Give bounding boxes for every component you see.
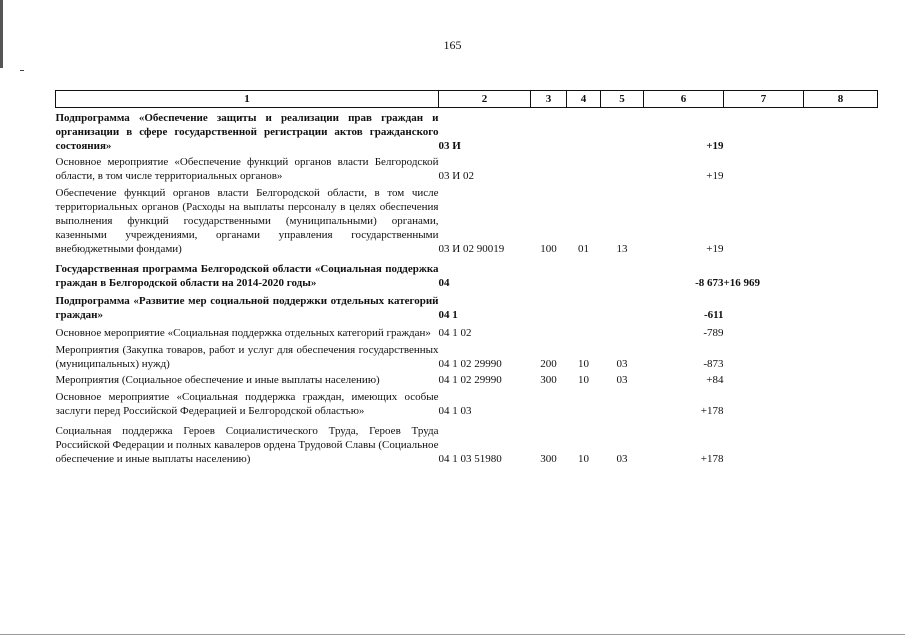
row-col8-cell xyxy=(804,387,878,418)
row-code-cell: 04 1 02 xyxy=(438,327,472,339)
row-vr-cell xyxy=(531,322,567,340)
row-rz-cell: 10 xyxy=(578,374,589,386)
row-rz-cell: 10 xyxy=(578,453,589,465)
table-row xyxy=(56,153,878,183)
row-code-cell: 04 1 03 51980 xyxy=(438,453,502,465)
scan-edge xyxy=(0,0,3,68)
row-pr-cell: 13 xyxy=(616,243,628,255)
bottom-rule xyxy=(0,634,905,635)
row-col6-cell: +19 xyxy=(706,170,724,182)
row-col8-cell xyxy=(804,322,878,340)
row-col8-cell xyxy=(804,153,878,183)
table-row xyxy=(56,256,878,290)
row-name-cell: Основное мероприятие «Социальная поддержка отдельных категорий граждан» xyxy=(55,327,431,339)
row-name-cell: Основное мероприятие «Обеспечение функций органов власти Белгородской области, в том числе территориальных органов» xyxy=(55,156,439,182)
row-col6-cell: +84 xyxy=(706,374,724,386)
row-code-cell: 04 1 02 29990 xyxy=(438,358,502,370)
header-col-1: 1 xyxy=(56,91,439,108)
row-name-cell: Социальная поддержка Героев Социалистического Труда, Героев Труда Российской Федерации и полных кавалеров ордена Трудовой Славы (Социальное обеспечение и иные выплаты населению) xyxy=(55,425,439,465)
row-vr-cell xyxy=(531,387,567,418)
row-code-cell: 04 1 03 xyxy=(438,405,472,417)
page-number: 165 xyxy=(443,38,462,52)
header-col-5: 5 xyxy=(601,91,644,108)
row-vr-cell: 300 xyxy=(540,374,557,386)
table-header xyxy=(56,91,878,108)
row-code-cell: 04 xyxy=(438,277,450,289)
row-rz-cell: 10 xyxy=(578,358,589,370)
row-vr-cell xyxy=(531,290,567,322)
row-vr-cell xyxy=(531,256,567,290)
header-col-4: 4 xyxy=(567,91,601,108)
row-vr-cell: 100 xyxy=(540,243,557,255)
row-vr-cell xyxy=(531,108,567,154)
row-vr-cell: 200 xyxy=(540,358,557,370)
row-name-cell: Государственная программа Белгородской области «Социальная поддержка граждан в Белгородской области на 2014-2020 годы» xyxy=(55,263,439,289)
row-code-cell: 04 1 xyxy=(438,309,458,321)
row-col6-cell: -789 xyxy=(703,327,724,339)
row-name-cell: Мероприятия (Закупка товаров, работ и услуг для обеспечения государственных (муниципальных) нужд) xyxy=(55,344,439,370)
row-rz-cell: 01 xyxy=(578,243,589,255)
row-col6-cell: +19 xyxy=(706,243,724,255)
row-col8-cell xyxy=(804,290,878,322)
row-code-cell: 04 1 02 29990 xyxy=(438,374,502,386)
row-vr-cell: 300 xyxy=(540,453,557,465)
row-name-cell: Подпрограмма «Обеспечение защиты и реализации прав граждан и организации в сфере государственной регистрации актов гражданского состояния» xyxy=(55,112,439,152)
row-col6-cell: +178 xyxy=(700,405,724,417)
row-pr-cell: 03 xyxy=(616,453,628,465)
row-pr-cell: 03 xyxy=(616,374,628,386)
row-pr-cell xyxy=(601,387,644,418)
header-row xyxy=(56,91,878,108)
table-row xyxy=(56,183,878,256)
row-rz-cell xyxy=(567,108,601,154)
row-code-cell: 03 И 02 90019 xyxy=(438,243,505,255)
row-col7-cell xyxy=(724,183,804,256)
row-col7-cell xyxy=(724,153,804,183)
header-col-6: 6 xyxy=(644,91,724,108)
row-rz-cell xyxy=(567,153,601,183)
header-col-7: 7 xyxy=(724,91,804,108)
row-col8-cell xyxy=(804,256,878,290)
table-body xyxy=(56,108,878,467)
row-pr-cell xyxy=(601,290,644,322)
table-row xyxy=(56,340,878,371)
row-col7-cell: +16 969 xyxy=(723,277,761,289)
row-col8-cell xyxy=(804,183,878,256)
row-col7-cell xyxy=(724,340,804,371)
row-col7-cell xyxy=(724,322,804,340)
row-vr-cell xyxy=(531,153,567,183)
row-pr-cell xyxy=(601,322,644,340)
row-col8-cell xyxy=(804,108,878,154)
row-pr-cell: 03 xyxy=(616,358,628,370)
row-code-cell: 03 И 02 xyxy=(438,170,474,182)
row-col6-cell: +19 xyxy=(706,140,724,152)
row-name-cell: Подпрограмма «Развитие мер социальной поддержки отдельных категорий граждан» xyxy=(55,295,439,321)
row-col7-cell xyxy=(724,387,804,418)
row-col7-cell xyxy=(724,371,804,387)
row-col6-cell: +178 xyxy=(700,453,724,465)
row-col8-cell xyxy=(804,371,878,387)
row-pr-cell xyxy=(601,256,644,290)
budget-table xyxy=(55,90,878,466)
row-pr-cell xyxy=(601,153,644,183)
row-rz-cell xyxy=(567,290,601,322)
header-col-3: 3 xyxy=(531,91,567,108)
table-row xyxy=(56,387,878,418)
row-col6-cell: -8 673 xyxy=(695,277,724,289)
row-col8-cell xyxy=(804,340,878,371)
row-rz-cell xyxy=(567,322,601,340)
header-col-2: 2 xyxy=(439,91,531,108)
table-row xyxy=(56,290,878,322)
row-col7-cell xyxy=(724,108,804,154)
row-rz-cell xyxy=(567,256,601,290)
row-rz-cell xyxy=(567,387,601,418)
row-col7-cell xyxy=(724,418,804,466)
table-row xyxy=(56,322,878,340)
scan-mark xyxy=(20,70,24,71)
row-col7-cell xyxy=(724,290,804,322)
row-code-cell: 03 И xyxy=(438,140,461,152)
table-row xyxy=(56,108,878,154)
row-pr-cell xyxy=(601,108,644,154)
row-col6-cell: -611 xyxy=(703,309,724,321)
header-col-8: 8 xyxy=(804,91,878,108)
row-col6-cell: -873 xyxy=(703,358,724,370)
table-row xyxy=(56,371,878,387)
row-col8-cell xyxy=(804,418,878,466)
table-row xyxy=(56,418,878,466)
row-name-cell: Обеспечение функций органов власти Белгородской области, в том числе территориальных органов (Расходы на выплаты персоналу в целях обеспечения выполнения функций государственными (муниципальными) органами, казенными учреждениями, органами управления государственными внебюджетными фондами) xyxy=(55,187,439,255)
row-name-cell: Мероприятия (Социальное обеспечение и иные выплаты населению) xyxy=(55,374,380,386)
row-name-cell: Основное мероприятие «Социальная поддержка граждан, имеющих особые заслуги перед Российской Федерацией и Белгородской областью» xyxy=(55,391,439,417)
